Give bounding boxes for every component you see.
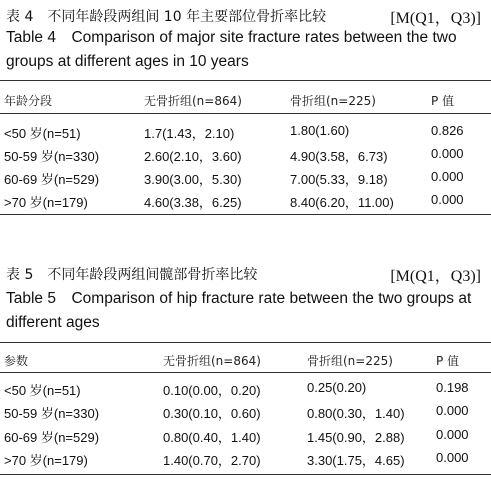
table5-cell-age: 50-59 岁(n=330) <box>4 406 100 421</box>
table5-cell-no-fracture: 0.80(0.40，1.40) <box>163 430 261 445</box>
table5-cell-no-fracture: 0.10(0.00，0.20) <box>163 383 261 398</box>
table4-cell-fracture: 7.00(5.33，9.18) <box>290 172 388 187</box>
table5-header-parameter: 参数 <box>4 354 29 368</box>
table4-cell-age: 50-59 岁(n=330) <box>4 149 100 164</box>
table4-cell-no-fracture: 1.7(1.43，2.10) <box>144 126 235 141</box>
table5-cell-age: >70 岁(n=179) <box>4 453 88 468</box>
table4-cell-fracture: 8.40(6.20，11.00) <box>290 195 394 210</box>
table4-header-no-fracture: 无骨折组(n=864) <box>144 94 242 108</box>
table4-cell-no-fracture: 2.60(2.10，3.60) <box>144 149 242 164</box>
table4-cell-no-fracture: 4.60(3.38，6.25) <box>144 195 242 210</box>
table4-cell-no-fracture: 3.90(3.00，5.30) <box>144 172 242 187</box>
table5-cell-p: 0.000 <box>436 403 469 418</box>
table4-header-rule <box>0 113 491 114</box>
table4-cell-age: <50 岁(n=51) <box>4 126 81 141</box>
table5-caption-en: Table 5 Comparison of hip fracture rate between the two groups at different ages <box>6 290 472 331</box>
table5-caption-cn: 表 5 不同年龄段两组间髋部骨折率比较 <box>6 267 258 283</box>
table5-cell-fracture: 0.25(0.20) <box>307 380 367 395</box>
table5-cell-fracture: 0.80(0.30，1.40) <box>307 406 405 421</box>
table4-caption-cn: 表 4 不同年龄段两组间 10 年主要部位骨折率比较 <box>6 9 327 25</box>
table4-cell-p: 0.000 <box>431 192 464 207</box>
table5-header-no-fracture: 无骨折组(n=864) <box>163 354 261 368</box>
table5-header-p: P 值 <box>436 354 460 368</box>
table4-caption-en: Table 4 Comparison of major site fracture rates between the two groups at different ages in 10 years <box>6 29 457 70</box>
table4-cell-p: 0.826 <box>431 123 464 138</box>
table4-cell-fracture: 4.90(3.58，6.73) <box>290 149 388 164</box>
table5-caption-statistic: [M(Q1，Q3)] <box>390 268 481 285</box>
table4-cell-p: 0.000 <box>431 169 464 184</box>
table4-header-age: 年龄分段 <box>4 94 53 108</box>
table4-header-p: P 值 <box>431 94 455 108</box>
table5-header-rule <box>0 372 491 373</box>
table4-header-fracture: 骨折组(n=225) <box>290 94 376 108</box>
table4-caption-statistic: [M(Q1，Q3)] <box>390 10 481 27</box>
table4-bottom-rule <box>0 214 491 215</box>
table5-cell-fracture: 1.45(0.90，2.88) <box>307 430 405 445</box>
table4-cell-age: >70 岁(n=179) <box>4 195 88 210</box>
table5-cell-age: <50 岁(n=51) <box>4 383 81 398</box>
table5-cell-p: 0.000 <box>436 427 469 442</box>
table4-cell-p: 0.000 <box>431 146 464 161</box>
table5-cell-fracture: 3.30(1.75，4.65) <box>307 453 405 468</box>
table5-cell-age: 60-69 岁(n=529) <box>4 430 100 445</box>
table5-cell-p: 0.000 <box>436 450 469 465</box>
table4-top-rule <box>0 80 491 81</box>
table5-header-fracture: 骨折组(n=225) <box>307 354 393 368</box>
table4-cell-fracture: 1.80(1.60) <box>290 123 350 138</box>
table4-cell-age: 60-69 岁(n=529) <box>4 172 100 187</box>
table5-cell-p: 0.198 <box>436 380 469 395</box>
table5-bottom-rule <box>0 474 491 475</box>
table5-top-rule <box>0 342 491 343</box>
table5-cell-no-fracture: 0.30(0.10，0.60) <box>163 406 261 421</box>
table5-cell-no-fracture: 1.40(0.70，2.70) <box>163 453 261 468</box>
